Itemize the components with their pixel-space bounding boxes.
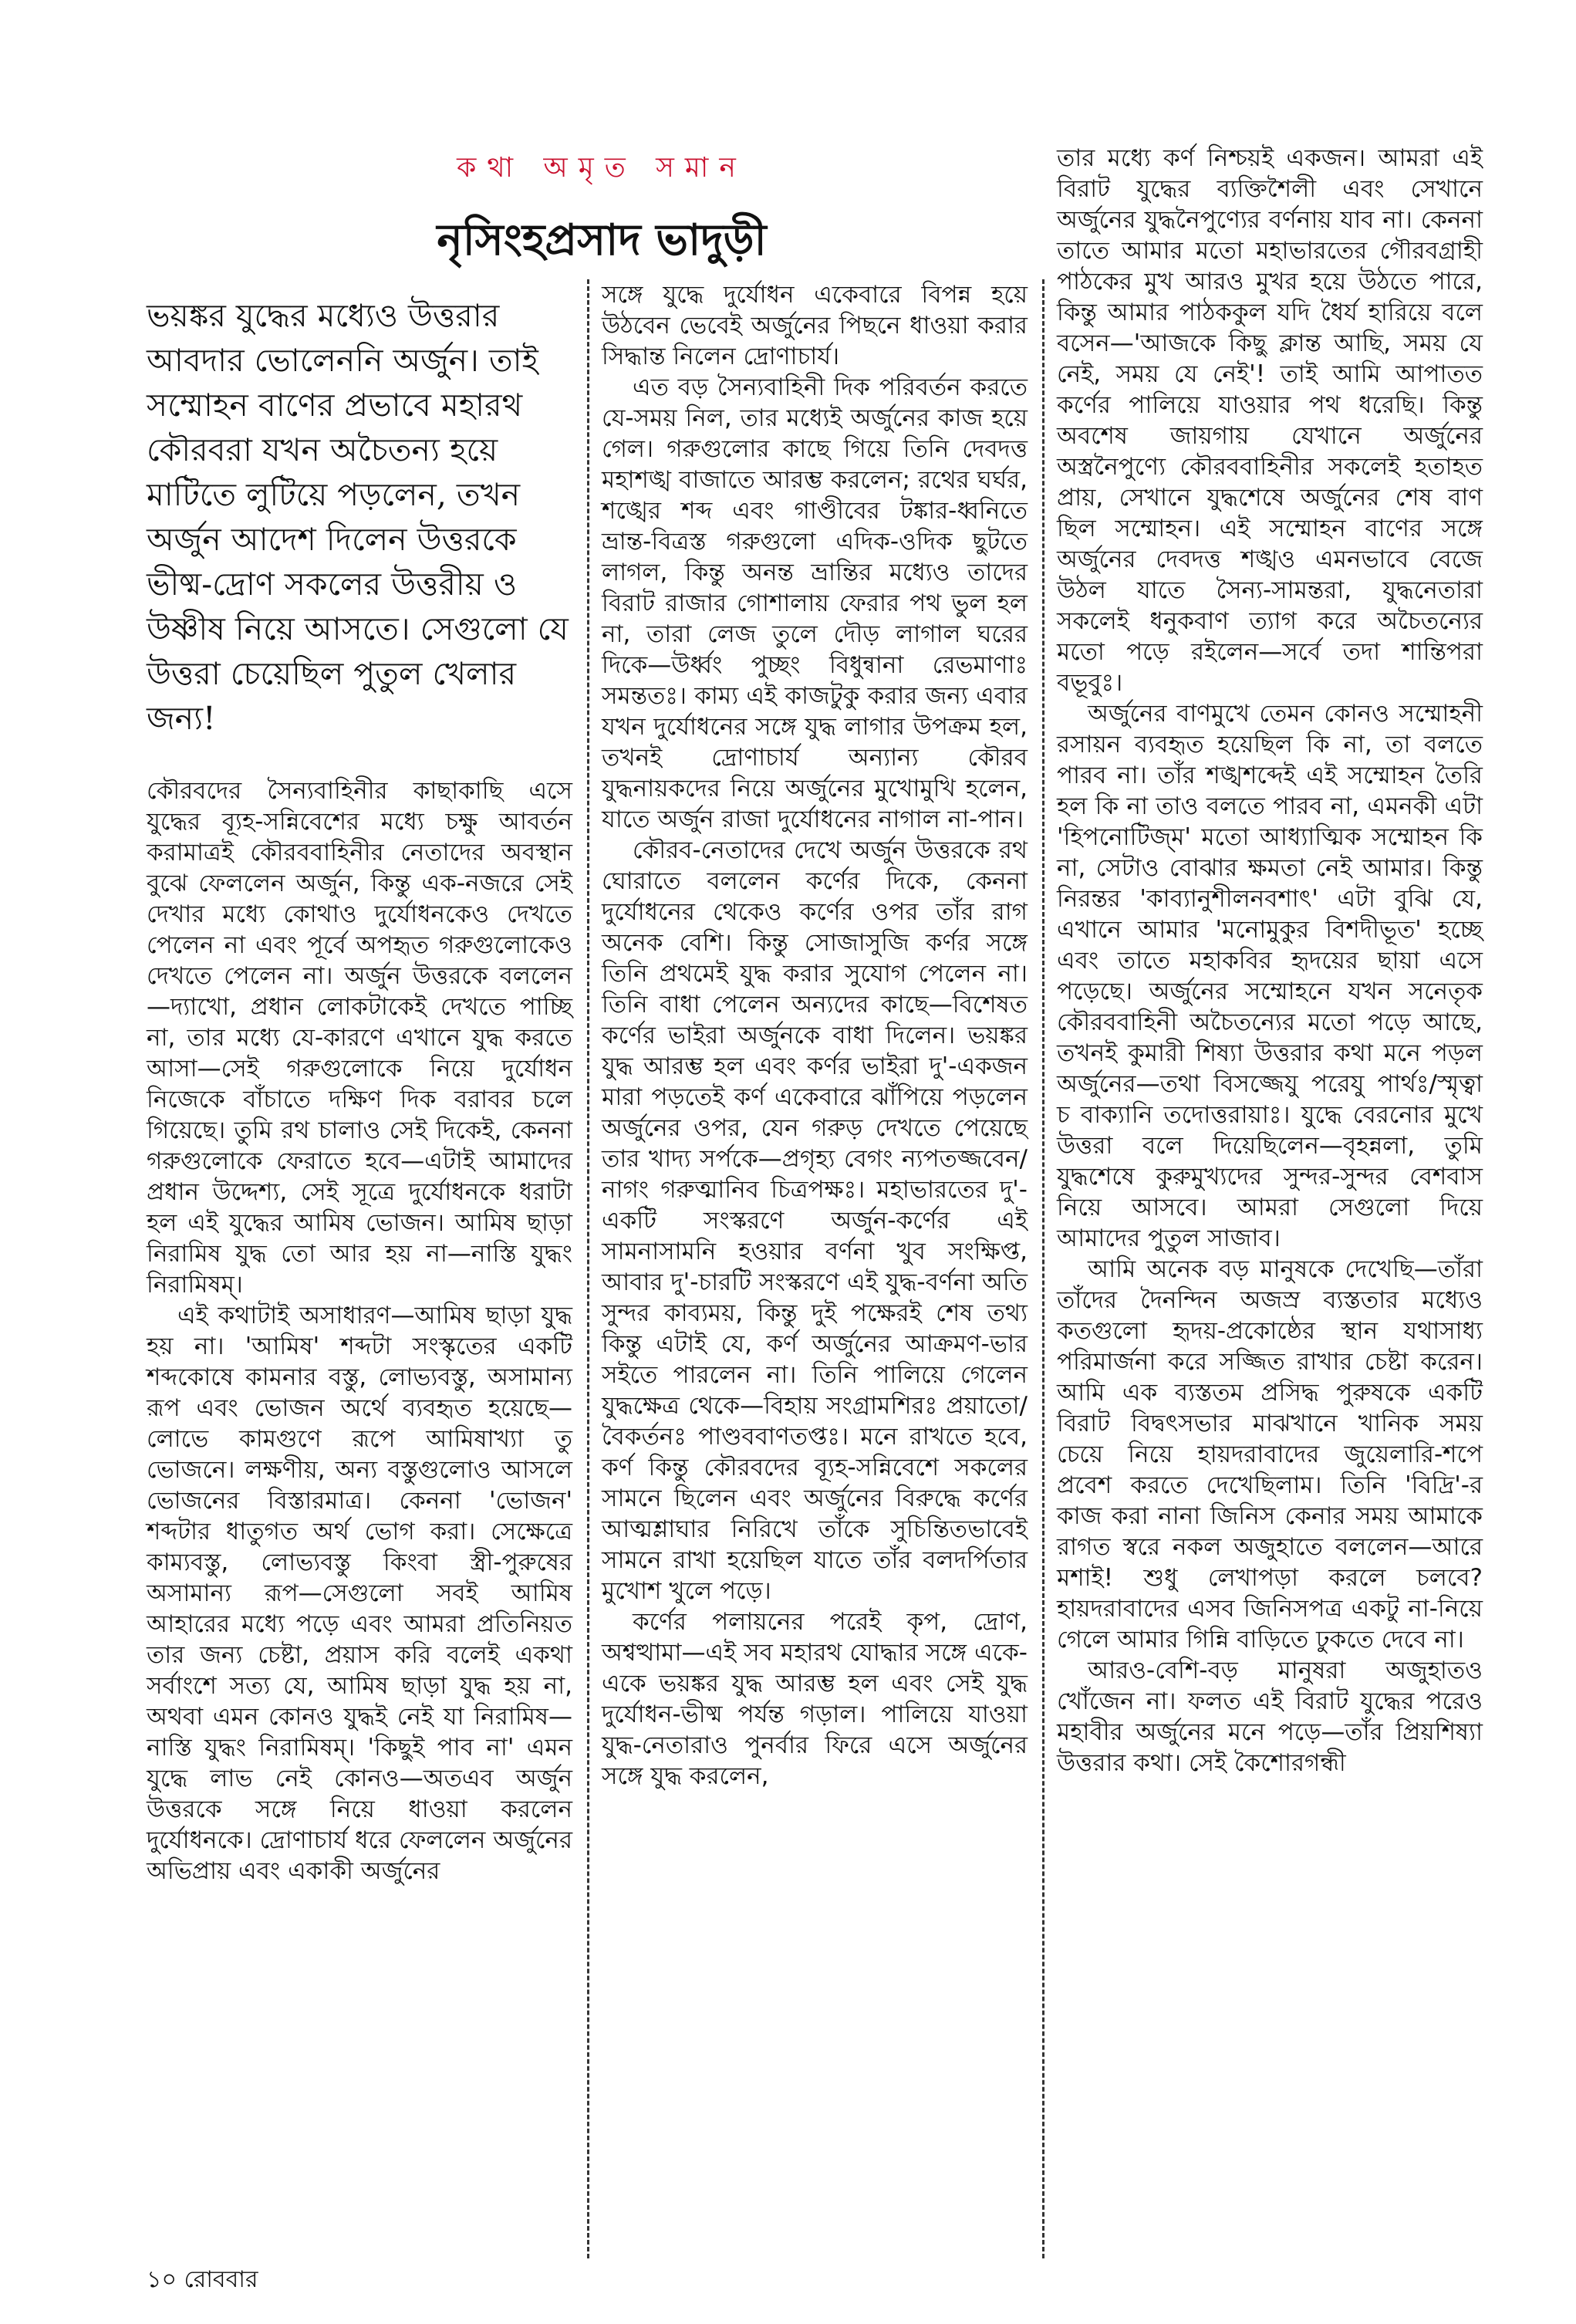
body-paragraph: কৌরব-নেতাদের দেখে অর্জুন উত্তরকে রথ ঘোরাতে বললেন কর্ণের দিকে, কেননা দুর্যোধনের থেকেও কর্ণের ওপর তাঁর রাগ অনেক বেশি। কিন্তু সোজাসুজি কর্ণর সঙ্গে তিনি প্রথমেই যুদ্ধ করার সুযোগ পেলেন না। তিনি বাধা পেলেন অন্যদের কাছে—বিশেষত কর্ণের ভাইরা অর্জুনকে বাধা দিলেন। ভয়ঙ্কর যুদ্ধ আরম্ভ হল এবং কর্ণর ভাইরা দু'-একজন মারা পড়তেই কর্ণ একেবারে ঝাঁপিয়ে পড়লেন অর্জুনের ওপর, যেন গরুড় দেখতে পেয়েছে তার খাদ্য সর্পকে—প্রগৃহ্য বেগং ন্যপতজ্জবেন/নাগং গরুত্মানিব চিত্রপক্ষঃ। মহাভারতের দু'-একটি সংস্করণে অর্জুন-কর্ণের এই সামনাসামনি হওয়ার বর্ণনা খুব সংক্ষিপ্ত, আবার দু'-চারটি সংস্করণে এই যুদ্ধ-বর্ণনা অতি সুন্দর কাব্যময়, কিন্তু দুই পক্ষেরই শেষ তথ্য কিন্তু এটাই যে, কর্ণ অর্জুনের আক্রমণ-ভার সইতে পারলেন না। তিনি পালিয়ে গেলেন যুদ্ধক্ষেত্র থেকে—বিহায় সংগ্রামশিরঃ প্রয়াতো/বৈকর্তনঃ পাণ্ডববাণতপ্তঃ। মনে রাখতে হবে, কর্ণ কিন্তু কৌরবদের ব্যূহ-সন্নিবেশে সকলের সামনে ছিলেন এবং অর্জুনের বিরুদ্ধে কর্ণের আত্মশ্লাঘার নিরিখে তাঁকে সুচিন্তিতভাবেই সামনে রাখা হয়েছিল যাতে তাঁর বলদর্পিতার মুখোশ খুলে পড়ে। [602,836,1028,1605]
series-kicker: কথা অমৃত সমান [457,152,747,184]
article-column-3 [1057,143,1483,1778]
body-paragraph: তার মধ্যে কর্ণ নিশ্চয়ই একজন। আমরা এই বিরাট যুদ্ধের ব্যক্তিশৈলী এবং সেখানে অর্জুনের যুদ্ধনৈপুণ্যের বর্ণনায় যাব না। কেননা তাতে আমার মতো মহাভারতের গৌরবগ্রাহী পাঠকের মুখ আরও মুখর হয়ে উঠতে পারে, কিন্তু আমার পাঠককুল যদি ধৈর্য হারিয়ে বলে বসেন—'আজকে কিছু ক্লান্ত আছি, সময় যে নেই, সময় যে নেই'! তাই আমি আপাতত কর্ণের পালিয়ে যাওয়ার পথ ধরেছি। কিন্তু অবশেষ জায়গায় যেখানে অর্জুনের অস্ত্রনৈপুণ্যে কৌরববাহিনীর সকলেই হতাহত প্রায়, সেখানে যুদ্ধশেষে অর্জুনের শেষ বাণ ছিল সম্মোহন। এই সম্মোহন বাণের সঙ্গে অর্জুনের দেবদত্ত শঙ্খও এমনভাবে বেজে উঠল যাতে সৈন্য-সামন্তরা, যুদ্ধনেতারা সকলেই ধনুকবাণ ত্যাগ করে অচৈতন্যের মতো পড়ে রইলেন—সর্বে তদা শান্তিপরা বভূবুঃ। [1057,144,1483,697]
body-paragraph: সঙ্গে যুদ্ধে দুর্যোধন একেবারে বিপন্ন হয়ে উঠবেন ভেবেই অর্জুনের পিছনে ধাওয়া করার সিদ্ধান্ত নিলেন দ্রোণাচার্য। [602,281,1028,370]
column-divider [587,279,589,2258]
page-number: ১০ [147,2266,177,2293]
standfirst: ভয়ঙ্কর যুদ্ধের মধ্যেও উত্তরার আবদার ভোলেননি অর্জুন। তাই সম্মোহন বাণের প্রভাবে মহারথ কৌরবরা যখন অচৈতন্য হয়ে মাটিতে লুটিয়ে পড়লেন, তখন অর্জুন আদেশ দিলেন উত্তরকে ভীষ্ম-দ্রোণ সকলের উত্তরীয় ও উষ্ণীষ নিয়ে আসতে। সেগুলো যে উত্তরা চেয়েছিল পুতুল খেলার জন্য! [147,297,569,737]
body-paragraph: আমি অনেক বড় মানুষকে দেখেছি—তাঁরা তাঁদের দৈনন্দিন অজস্র ব্যস্ততার মধ্যেও কতগুলো হৃদয়-প্রকোষ্ঠের স্থান যথাসাধ্য পরিমার্জনা করে সজ্জিত রাখার চেষ্টা করেন। আমি এক ব্যস্ততম প্রসিদ্ধ পুরুষকে একটি বিরাট বিদ্বৎসভার মাঝখানে খানিক সময় চেয়ে নিয়ে হায়দরাবাদের জুয়েলারি-শপে প্রবেশ করতে দেখেছিলাম। তিনি 'বিদ্রি'-র কাজ করা নানা জিনিস কেনার সময় আমাকে রাগত স্বরে নকল অজুহাতে বললেন—আরে মশাই! শুধু লেখাপড়া করলে চলবে? হায়দরাবাদের এসব জিনিসপত্র একটু না-নিয়ে গেলে আমার গিন্নি বাড়িতে ঢুকতে দেবে না। [1057,1255,1483,1653]
body-paragraph: কৌরবদের সৈন্যবাহিনীর কাছাকাছি এসে যুদ্ধের ব্যূহ-সন্নিবেশের মধ্যে চক্ষু আবর্তন করামাত্রই কৌরববাহিনীর নেতাদের অবস্থান বুঝে ফেললেন অর্জুন, কিন্তু এক-নজরে সেই দেখার মধ্যে কোথাও দুর্যোধনকেও দেখতে পেলেন না এবং পূর্বে অপহৃত গরুগুলোকেও দেখতে পেলেন না। অর্জুন উত্তরকে বললেন—দ্যাখো, প্রধান লোকটাকেই দেখতে পাচ্ছি না, তার মধ্যে যে-কারণে এখানে যুদ্ধ করতে আসা—সেই গরুগুলোকে নিয়ে দুর্যোধন নিজেকে বাঁচাতে দক্ষিণ দিক বরাবর চলে গিয়েছে। তুমি রথ চালাও সেই দিকেই, কেননা গরুগুলোকে ফেরাতে হবে—এটাই আমাদের প্রধান উদ্দেশ্য, সেই সূত্রে দুর্যোধনকে ধরাটা হল এই যুদ্ধের আমিষ ভোজন। আমিষ ছাড়া নিরামিষ যুদ্ধ তো আর হয় না—নাস্তি যুদ্ধং নিরামিষম্। [147,777,572,1299]
publication-name: রোববার [184,2266,258,2293]
body-paragraph: এত বড় সৈন্যবাহিনী দিক পরিবর্তন করতে যে-সময় নিল, তার মধ্যেই অর্জুনের কাজ হয়ে গেল। গরুগুলোর কাছে গিয়ে তিনি দেবদত্ত মহাশঙ্খ বাজাতে আরম্ভ করলেন; রথের ঘর্ঘর, শঙ্খের শব্দ এবং গাণ্ডীবের টঙ্কার-ধ্বনিতে ভ্রান্ত-বিত্রস্ত গরুগুলো এদিক-ওদিক ছুটতে লাগল, কিন্তু অনন্ত ভ্রান্তির মধ্যেও তাদের বিরাট রাজার গোশালায় ফেরার পথ ভুল হল না, তারা লেজ তুলে দৌড় লাগাল ঘরের দিকে—উর্ধ্বং পুচ্ছং বিধুন্বানা রেভমাণাঃ সমন্ততঃ। কাম্য এই কাজটুকু করার জন্য এবার যখন দুর্যোধনের সঙ্গে যুদ্ধ লাগার উপক্রম হল, তখনই দ্রোণাচার্য অন্যান্য কৌরব যুদ্ধনায়কদের নিয়ে অর্জুনের মুখোমুখি হলেন, যাতে অর্জুন রাজা দুর্যোধনের নাগাল না-পান। [602,373,1028,833]
page-footer [147,2261,258,2300]
body-paragraph: এই কথাটাই অসাধারণ—আমিষ ছাড়া যুদ্ধ হয় না। 'আমিষ' শব্দটা সংস্কৃতের একটি শব্দকোষে কামনার বস্তু, লোভ্যবস্তু, অসামান্য রূপ এবং ভোজন অর্থে ব্যবহৃত হয়েছে—লোভে কামগুণে রূপে আমিষাখ্যা তু ভোজনে। লক্ষণীয়, অন্য বস্তুগুলোও আসলে ভোজনের বিস্তারমাত্র। কেননা 'ভোজন' শব্দটার ধাতুগত অর্থ ভোগ করা। সেক্ষেত্রে কাম্যবস্তু, লোভ্যবস্তু কিংবা স্ত্রী-পুরুষের অসামান্য রূপ—সেগুলো সবই আমিষ আহারের মধ্যে পড়ে এবং আমরা প্রতিনিয়ত তার জন্য চেষ্টা, প্রয়াস করি বলেই একথা সর্বাংশে সত্য যে, আমিষ ছাড়া যুদ্ধ হয় না, অথবা এমন কোনও যুদ্ধই নেই যা নিরামিষ—নাস্তি যুদ্ধং নিরামিষম্। 'কিছুই পাব না' এমন যুদ্ধে লাভ নেই কোনও—অতএব অর্জুন উত্তরকে সঙ্গে নিয়ে ধাওয়া করলেন দুর্যোধনকে। দ্রোণাচার্য ধরে ফেললেন অর্জুনের অভিপ্রায় এবং একাকী অর্জুনের [147,1302,572,1885]
body-paragraph: অর্জুনের বাণমুখে তেমন কোনও সম্মোহনী রসায়ন ব্যবহৃত হয়েছিল কি না, তা বলতে পারব না। তাঁর শঙ্খশব্দেই এই সম্মোহন তৈরি হল কি না তাও বলতে পারব না, এমনকী এটা 'হিপনোটিজ্ম' মতো আধ্যাত্মিক সম্মোহন কি না, সেটাও বোঝার ক্ষমতা নেই আমার। কিন্তু নিরন্তর 'কাব্যানুশীলনবশাৎ' এটা বুঝি যে, এখানে আমার 'মনোমুকুর বিশদীভূত' হচ্ছে এবং তাতে মহাকবির হৃদয়ের ছায়া এসে পড়েছে। অর্জুনের সম্মোহনে যখন সনেতৃক কৌরববাহিনী অচৈতন্যের মতো পড়ে আছে, তখনই কুমারী শিষ্যা উত্তরার কথা মনে পড়ল অর্জুনের—তথা বিসজ্জেযু পরেযু পার্থঃ/স্মৃত্বা চ বাক্যানি তদোত্তরায়াঃ। যুদ্ধে বেরনোর মুখে উত্তরা বলে দিয়েছিলেন—বৃহন্নলা, তুমি যুদ্ধশেষে কুরুমুখ্যদের সুন্দর-সুন্দর বেশবাস নিয়ে আসবে। আমরা সেগুলো দিয়ে আমাদের পুতুল সাজাব। [1057,700,1483,1252]
column-divider [1042,279,1044,2258]
body-paragraph: কর্ণের পলায়নের পরেই কৃপ, দ্রোণ, অশ্বত্থামা—এই সব মহারথ যোদ্ধার সঙ্গে একে-একে ভয়ঙ্কর যুদ্ধ আরম্ভ হল এবং সেই যুদ্ধ দুর্যোধন-ভীষ্ম পর্যন্ত গড়াল। পালিয়ে যাওয়া যুদ্ধ-নেতারাও পুনর্বার ফিরে এসে অর্জুনের সঙ্গে যুদ্ধ করলেন, [602,1608,1028,1790]
article-column-2 [602,279,1028,1792]
author-name: নৃসিংহপ্রসাদ ভাদুড়ী [437,214,767,265]
article-column-1 [147,775,572,1887]
body-paragraph: আরও-বেশি-বড় মানুষরা অজুহাতও খোঁজেন না। ফলত এই বিরাট যুদ্ধের পরেও মহাবীর অর্জুনের মনে পড়ে—তাঁর প্রিয়শিষ্যা উত্তরার কথা। সেই কৈশোরগন্ধী [1057,1657,1483,1777]
